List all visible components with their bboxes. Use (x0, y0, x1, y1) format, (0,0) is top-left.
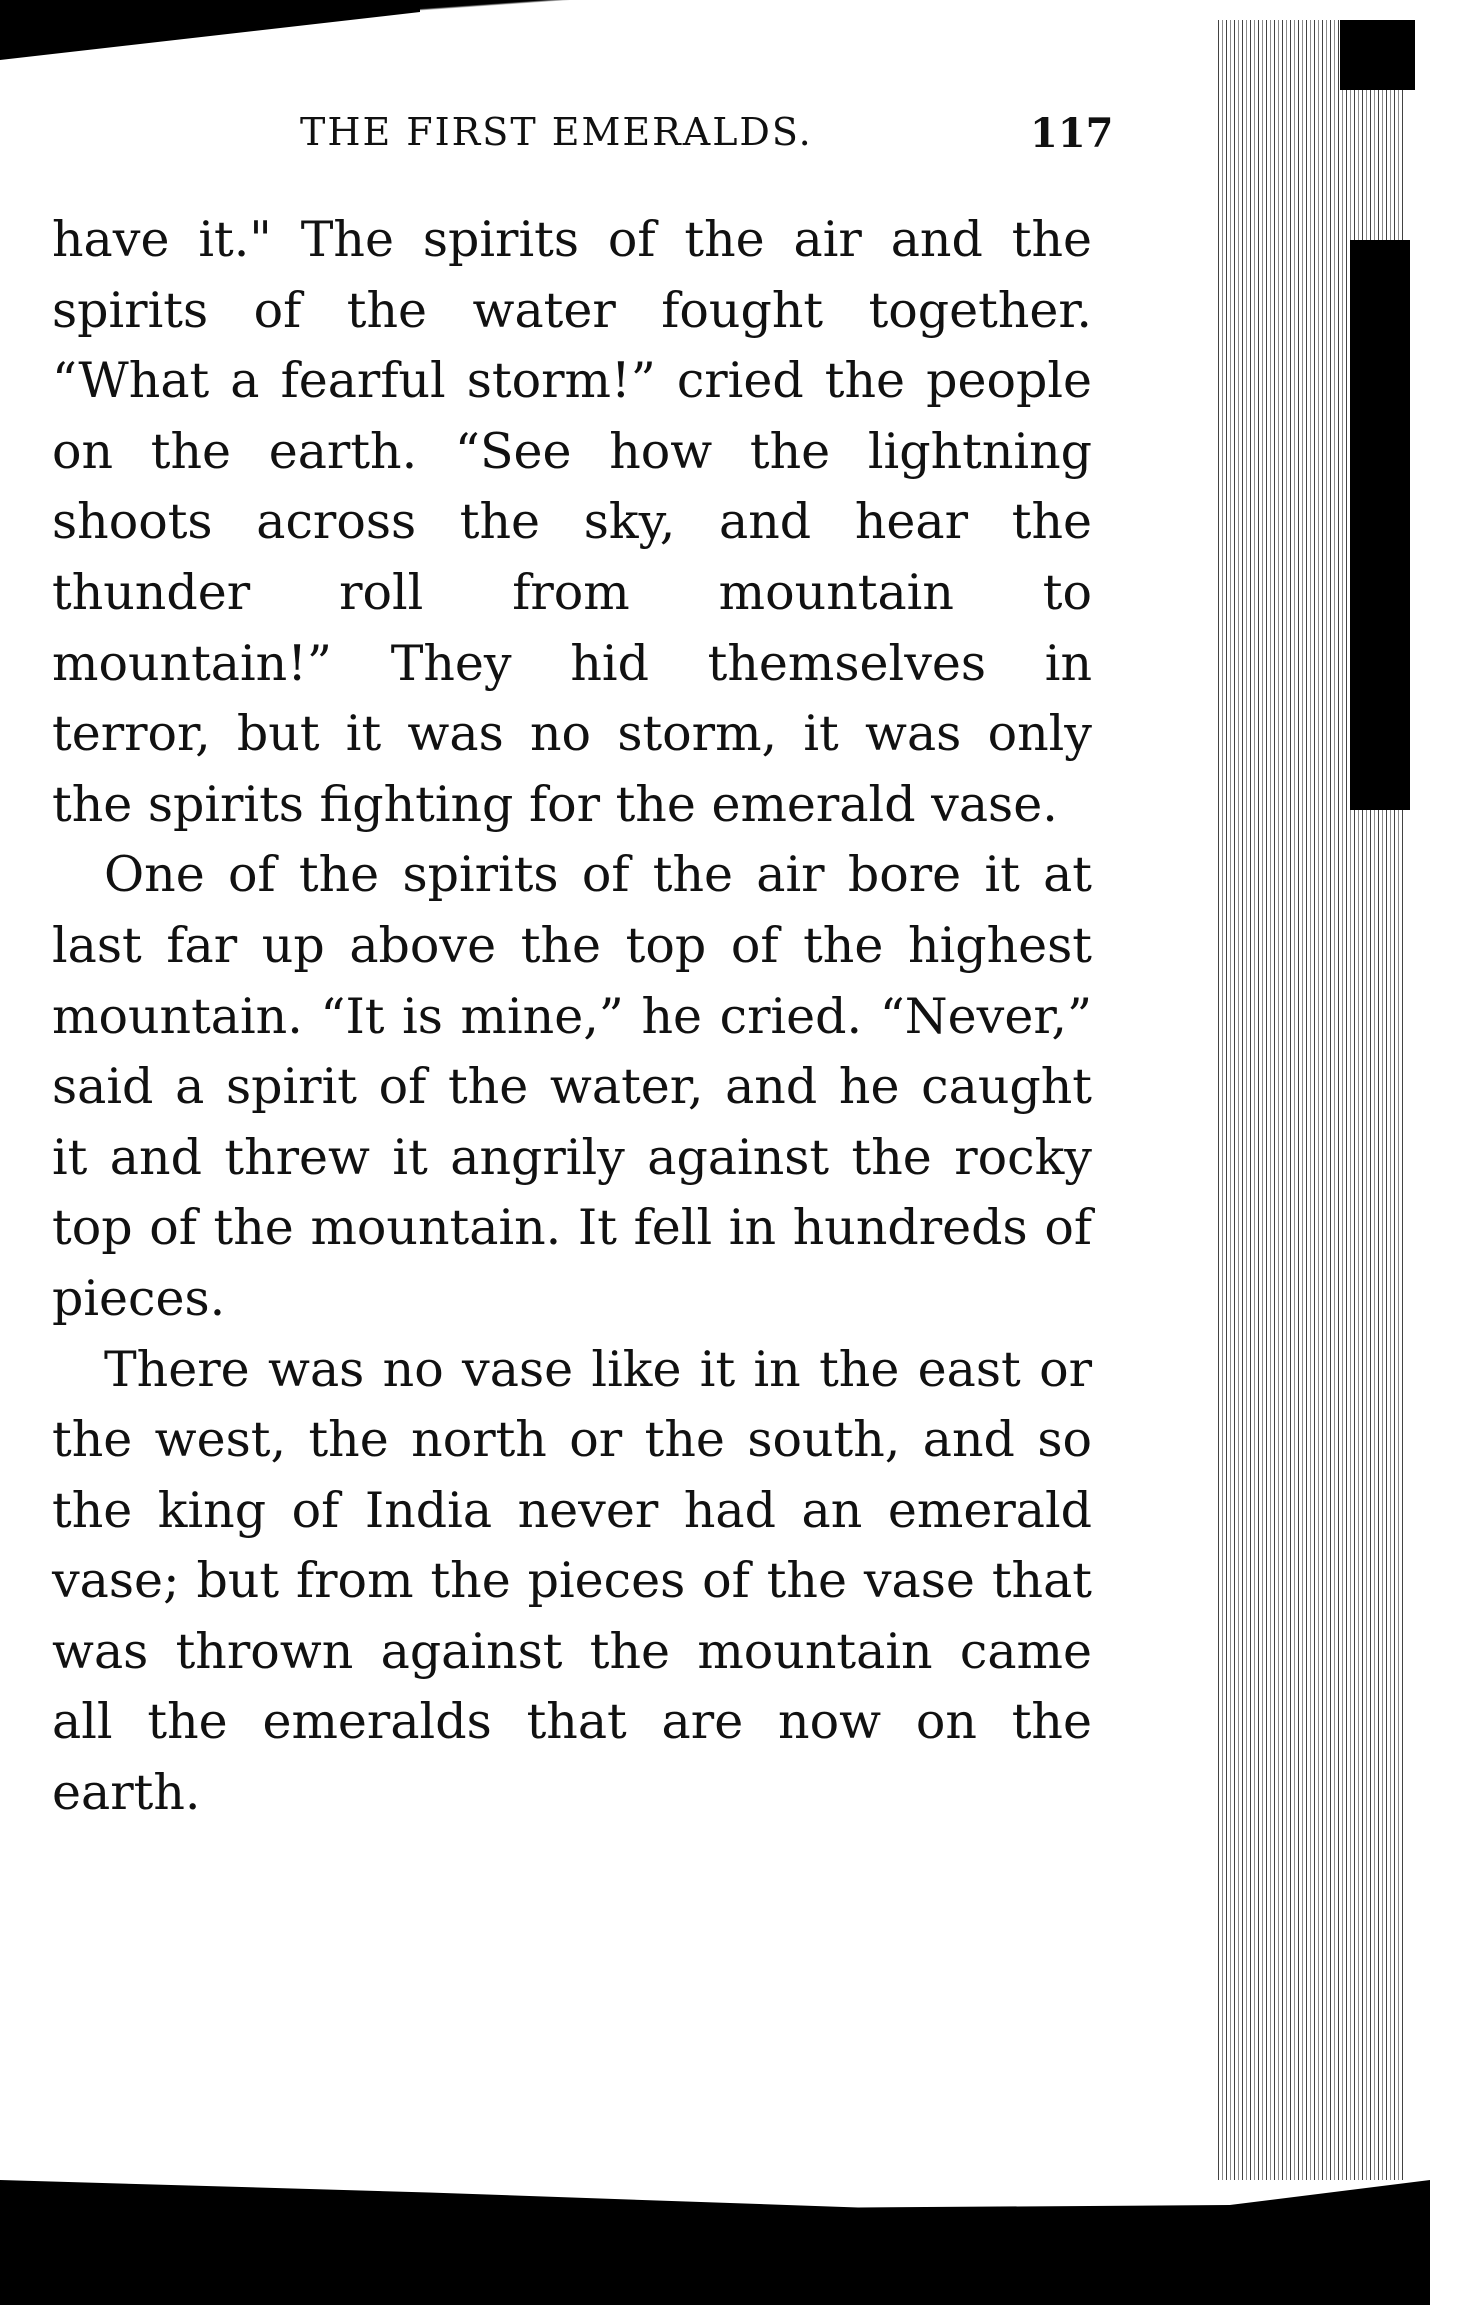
page-number: 117 (1030, 110, 1114, 157)
paragraph: There was no vase like it in the east or the west, the north or the south, and so the king of India never had an emerald vase; but from the pieces of the vase that was thrown against the mountain came all the emeralds that are now on the earth. (52, 1340, 1092, 1822)
page-header (300, 110, 1114, 170)
paragraph: One of the spirits of the air bore it at last far up above the top of the highest mountain. “It is mine,” he cried. “Never,” said a spirit of the water, and he caught it and threw it angrily against the rocky top of the mountain. It fell in hundreds of pieces. (52, 846, 1092, 1327)
scan-shadow-bottom (0, 2180, 1430, 2305)
running-title: THE FIRST EMERALDS. (300, 110, 813, 154)
spine-shadow-top (1340, 20, 1415, 90)
body-text (52, 205, 1092, 1829)
paragraph: have it." The spirits of the air and the spirits of the water fought together. “What a fearful storm!” cried the people on the earth. “See how the lightning shoots across the sky, and hear the thunder roll from mountain to mountain!” They hid themselves in terror, but it was no storm, it was only the spirits fighting for the emerald vase. (52, 211, 1092, 833)
spine-dark-bar (1350, 240, 1410, 810)
